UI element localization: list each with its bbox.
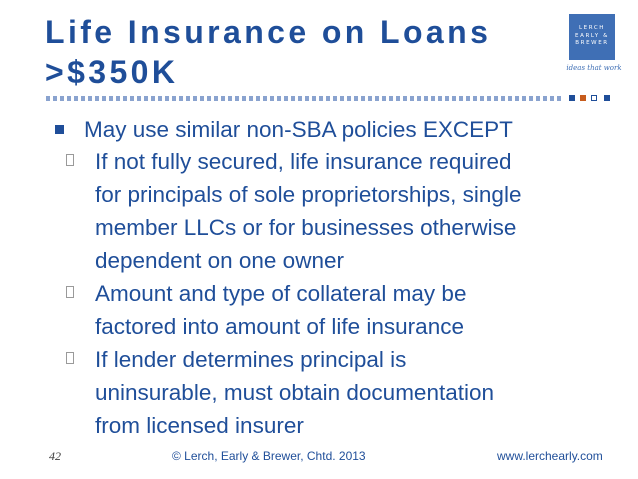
logo-tagline: ideas that work [566, 64, 622, 72]
sub-bullet-line: uninsurable, must obtain documentation [95, 380, 495, 405]
page-number: 42 [49, 449, 61, 463]
divider-square-outline-icon [591, 95, 597, 101]
footer-url: www.lerchearly.com [497, 449, 603, 463]
sub-bullet-line: If lender determines principal is [95, 347, 407, 372]
divider-square-icon [580, 95, 586, 101]
logo-line3: BREWER [575, 40, 609, 46]
company-logo [569, 14, 615, 60]
sub-bullet-line: dependent on one owner [95, 248, 344, 273]
divider-square-icon [604, 95, 610, 101]
slide-title [45, 12, 585, 92]
bullet-text: May use similar non-SBA policies EXCEPT [84, 117, 513, 142]
sub-bullet-line: Amount and type of collateral may be [95, 281, 467, 306]
logo-line2: EARLY & [575, 32, 609, 39]
sub-bullet-line: member LLCs or for businesses otherwise [95, 215, 517, 240]
divider-square-icon [569, 95, 575, 101]
sub-bullet-icon [66, 286, 74, 298]
sub-bullet-line: If not fully secured, life insurance required [95, 149, 512, 174]
sub-bullet-icon [66, 352, 74, 364]
sub-bullet-icon [66, 154, 74, 166]
slide-title-line1: Life Insurance on Loans [45, 14, 492, 50]
slide-title-line2: >$350K [45, 54, 179, 90]
footer-copyright: © Lerch, Early & Brewer, Chtd. 2013 [172, 449, 366, 463]
sub-bullet-line: factored into amount of life insurance [95, 314, 464, 339]
logo-line1: LERCH [578, 25, 606, 31]
square-bullet-icon [55, 125, 64, 134]
sub-bullet-line: for principals of sole proprietorships, single [95, 182, 522, 207]
sub-bullet-line: from licensed insurer [95, 413, 304, 438]
dotted-divider [46, 96, 564, 101]
